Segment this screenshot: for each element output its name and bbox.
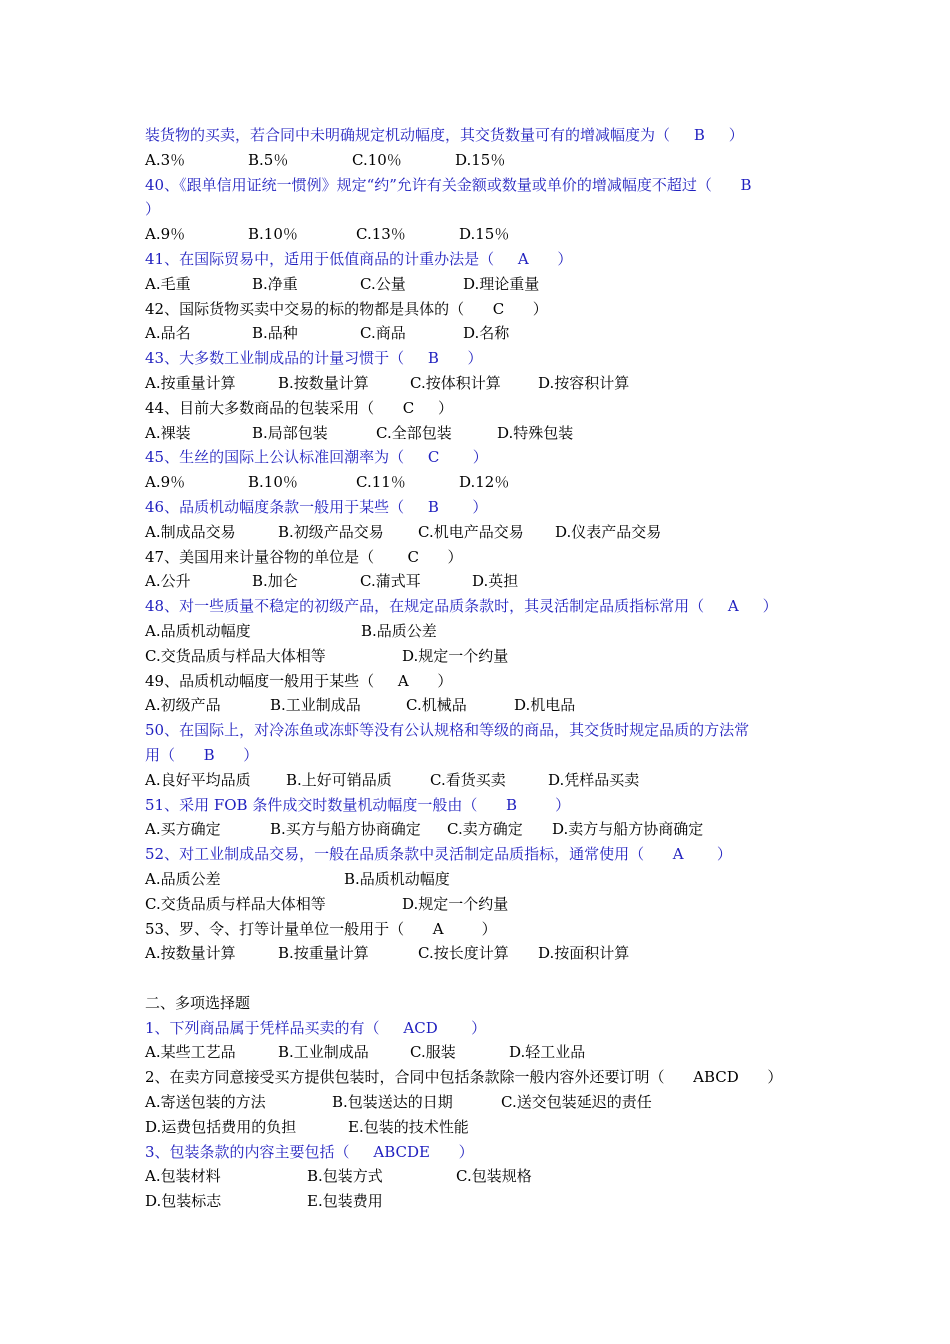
options-line [145,569,810,594]
options-line [145,520,810,545]
question-text: 装货物的买卖，若合同中未明确规定机动幅度，其交货数量可有的增减幅度为（ B ） [145,126,744,144]
question-line [145,346,810,371]
option-item: B.加仑 [252,572,298,591]
option-item: B.初级产品交易 [278,522,384,541]
option-item: A.寄送包装的方法 [145,1093,266,1112]
option-item: B.5％ [248,150,289,169]
option-item: A.包装材料 [145,1167,221,1186]
question-line [145,545,810,570]
option-item: A.品质公差 [145,869,221,888]
option-item: A.制成品交易 [145,522,236,541]
option-item: A.品质机动幅度 [145,621,251,640]
option-item: D.运费包括费用的负担 [145,1117,297,1136]
blank-line [145,966,810,991]
options-line [145,148,810,173]
option-item: D.包装标志 [145,1192,222,1211]
document-body [145,123,810,1214]
option-item: D.特殊包装 [497,423,574,442]
options-line [145,892,810,917]
option-item: B.按重量计算 [278,944,369,963]
question-line [145,1140,810,1165]
options-line [145,1040,810,1065]
option-item: A.裸装 [145,423,191,442]
options-line [145,693,810,718]
question-text: 52、对工业制成品交易，一般在品质条款中灵活制定品质指标，通常使用（ A ） [145,845,732,864]
question-line-continued [145,197,810,222]
option-item: D.规定一个约量 [402,646,509,665]
option-item: C.交货品质与样品大体相等 [145,894,326,913]
question-text: 46、品质机动幅度条款一般用于某些（ B ） [145,497,488,516]
option-item: B.局部包装 [252,423,328,442]
option-item: C.服装 [410,1043,456,1062]
option-item: B.包装送达的日期 [332,1093,453,1112]
option-item: C.蒲式耳 [360,572,421,591]
option-item: D.仪表产品交易 [555,522,662,541]
question-text: 3、包装条款的内容主要包括（ ABCDE ） [145,1142,474,1161]
question-text: 40、《跟单信用证统一惯例》规定“约”允许有关金额或数量或单价的增减幅度不超过（ B [145,175,752,194]
option-item: C.全部包装 [376,423,452,442]
option-item: A.3％ [145,150,186,169]
options-line [145,421,810,446]
question-line [145,1065,810,1090]
option-item: C.包装规格 [456,1167,532,1186]
option-item: B.品种 [252,324,298,343]
option-item: D.按面积计算 [538,944,630,963]
options-line [145,768,810,793]
question-line [145,991,810,1016]
question-line [145,173,810,198]
question-line [145,247,810,272]
options-line [145,371,810,396]
question-text: 二、多项选择题 [145,993,251,1012]
option-item: B.买方与船方协商确定 [270,820,421,839]
option-item: A.毛重 [145,274,191,293]
options-line [145,619,810,644]
option-item: C.11％ [356,473,406,492]
question-line [145,718,810,743]
options-line [145,1164,810,1189]
option-item: C.商品 [360,324,406,343]
option-item: C.送交包装延迟的责任 [501,1093,652,1112]
options-line [145,817,810,842]
option-item: D.15％ [455,150,506,169]
question-text: 用（ B ） [145,745,259,764]
option-item: B.品质机动幅度 [344,869,450,888]
option-item: D.名称 [463,324,510,343]
option-item: B.10％ [248,225,298,244]
question-text: 50、在国际上，对冷冻鱼或冻虾等没有公认规格和等级的商品，其交货时规定品质的方法常 [145,721,750,740]
option-item: C.10％ [352,150,402,169]
question-line [145,793,810,818]
option-item: D.按容积计算 [538,373,630,392]
options-line [145,1189,810,1214]
option-item: A.良好平均品质 [145,770,251,789]
option-item: B.品质公差 [361,621,437,640]
option-item: D.机电品 [514,696,576,715]
question-line [145,445,810,470]
options-line [145,1090,810,1115]
option-item: A.品名 [145,324,191,343]
option-item: A.按数量计算 [145,944,236,963]
option-item: A.9％ [145,473,186,492]
option-item: D.轻工业品 [509,1043,586,1062]
question-text: 49、品质机动幅度一般用于某些（ A ） [145,671,453,690]
question-text: 2、在卖方同意接受买方提供包装时，合同中包括条款除一般内容外还要订明（ ABCD ） [145,1068,783,1087]
question-text: ） [145,200,161,219]
question-line-continued [145,743,810,768]
option-item: D.规定一个约量 [402,894,509,913]
options-line [145,272,810,297]
option-item: B.工业制成品 [270,696,361,715]
question-line [145,495,810,520]
question-line [145,842,810,867]
option-item: A.9％ [145,225,186,244]
question-line [145,1016,810,1041]
option-item: B.净重 [252,274,298,293]
options-line [145,1115,810,1140]
question-line [145,396,810,421]
option-item: C.13％ [356,225,406,244]
options-line [145,941,810,966]
option-item: D.15％ [459,225,510,244]
question-text: 42、国际货物买卖中交易的标的物都是具体的（ C ） [145,299,548,318]
question-text: 43、大多数工业制成品的计量习惯于（ B ） [145,349,483,368]
option-item: A.买方确定 [145,820,221,839]
options-line [145,222,810,247]
question-line [145,297,810,322]
option-item: B.包装方式 [307,1167,383,1186]
question-text: 53、罗、令、打等计量单位一般用于（ A ） [145,919,497,938]
question-line [145,669,810,694]
option-item: A.按重量计算 [145,373,236,392]
option-item: C.交货品质与样品大体相等 [145,646,326,665]
option-item: B.10％ [248,473,298,492]
option-item: D.英担 [472,572,519,591]
options-line [145,644,810,669]
question-text: 45、生丝的国际上公认标准回潮率为（ C ） [145,448,488,467]
question-line [145,594,810,619]
option-item: E.包装费用 [307,1192,383,1211]
option-item: C.机械品 [406,696,467,715]
question-text: 51、采用 FOB 条件成交时数量机动幅度一般由（ B ） [145,795,571,814]
option-item: B.按数量计算 [278,373,369,392]
options-line [145,470,810,495]
question-text: 1、下列商品属于凭样品买卖的有（ ACD ） [145,1018,487,1037]
option-item: C.卖方确定 [447,820,523,839]
option-item: C.机电产品交易 [418,522,524,541]
option-item: C.公量 [360,274,406,293]
question-text: 47、美国用来计量谷物的单位是（ C ） [145,547,463,566]
option-item: C.按体积计算 [410,373,501,392]
question-text: 44、目前大多数商品的包装采用（ C ） [145,398,454,417]
option-item: A.公升 [145,572,191,591]
options-line [145,867,810,892]
option-item: A.某些工艺品 [145,1043,236,1062]
option-item: B.上好可销品质 [286,770,392,789]
option-item: C.按长度计算 [418,944,509,963]
question-text: 48、对一些质量不稳定的初级产品，在规定品质条款时，其灵活制定品质指标常用（ A ） [145,597,778,616]
question-line [145,917,810,942]
option-item: A.初级产品 [145,696,221,715]
options-line [145,321,810,346]
option-item: C.看货买卖 [430,770,506,789]
option-item: E.包装的技术性能 [348,1117,469,1136]
option-item: D.12％ [459,473,510,492]
question-line [145,123,810,148]
option-item: D.凭样品买卖 [548,770,640,789]
question-text: 41、在国际贸易中，适用于低值商品的计重办法是（ A ） [145,249,573,268]
option-item: D.理论重量 [463,274,540,293]
option-item: D.卖方与船方协商确定 [552,820,704,839]
option-item: B.工业制成品 [278,1043,369,1062]
